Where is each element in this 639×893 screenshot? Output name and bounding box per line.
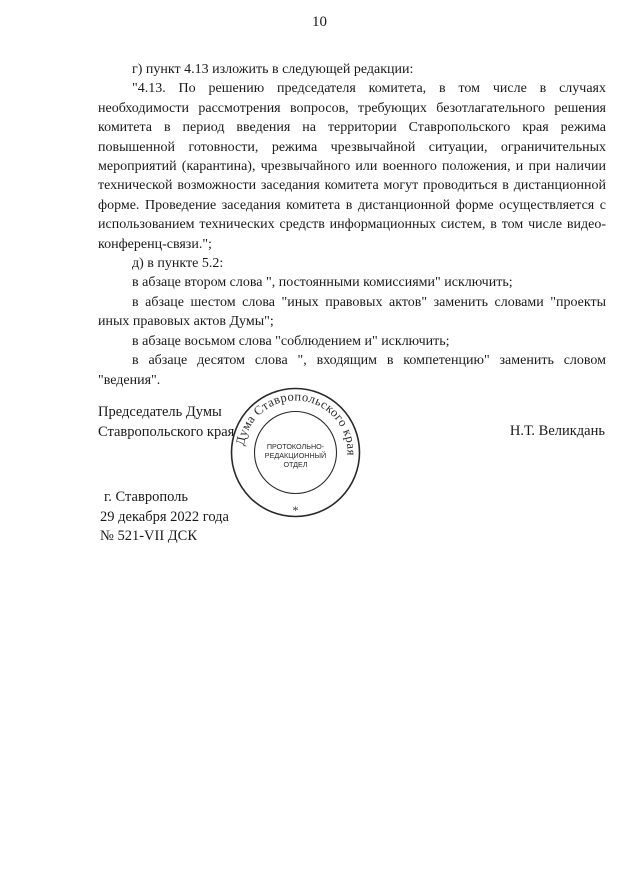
document-body xyxy=(98,60,606,390)
footer-date: 29 декабря 2022 года xyxy=(100,508,229,525)
stamp-ring-text: Дума Ставропольского края xyxy=(232,389,359,456)
signature-block xyxy=(98,403,234,442)
stamp-star: * xyxy=(292,503,299,517)
paragraph-quoted-4-13: "4.13. По решению председателя комитета, в том числе в случаях необходимости рассмотрения вопросов, требующих безотлагательного решения комитета в период введения на территории Ставропольского края режима повышенной готовности, режима чрезвычайной ситуации, ограничительных мероприятий (карантина), чрезвычайного или военного положения, и при наличии технической возможности заседания комитета могут проводиться в дистанционной форме. Проведение заседания комитета в дистанционной форме осуществляется с использованием технических средств информационных систем, в том числе видео-конференц-связи."; xyxy=(98,81,606,252)
footer-number: № 521-VII ДСК xyxy=(100,528,198,544)
paragraph-abzats-2: в абзаце втором слова ", постоянными комиссиями" исключить; xyxy=(132,275,513,291)
paragraph-item-d: д) в пункте 5.2: xyxy=(132,256,224,272)
stamp-center-line3: ОТДЕЛ xyxy=(283,460,308,469)
signer-name: Н.Т. Великдань xyxy=(509,423,605,439)
stamp-center-line1: ПРОТОКОЛЬНО- xyxy=(266,442,325,451)
page-number: 10 xyxy=(312,14,327,30)
stamp-center-line2: РЕДАКЦИОННЫЙ xyxy=(264,451,327,460)
paragraph-abzats-10: в абзаце десятом слова ", входящим в компетенцию" заменить словом "ведения". xyxy=(98,353,606,388)
paragraph-item-g: г) пункт 4.13 изложить в следующей редакции: xyxy=(132,62,414,77)
paragraph-abzats-6: в абзаце шестом слова "иных правовых актов" заменить словами "проекты иных правовых актов Думы"; xyxy=(98,294,606,330)
signer-position-line2: Ставропольского края xyxy=(98,423,235,440)
document-footer xyxy=(100,488,229,547)
footer-city: г. Ставрополь xyxy=(104,489,189,505)
paragraph-abzats-8: в абзаце восьмом слова "соблюдением и" исключить; xyxy=(132,333,450,349)
signer-position-line1: Председатель Думы xyxy=(98,404,222,420)
official-stamp xyxy=(228,385,363,520)
